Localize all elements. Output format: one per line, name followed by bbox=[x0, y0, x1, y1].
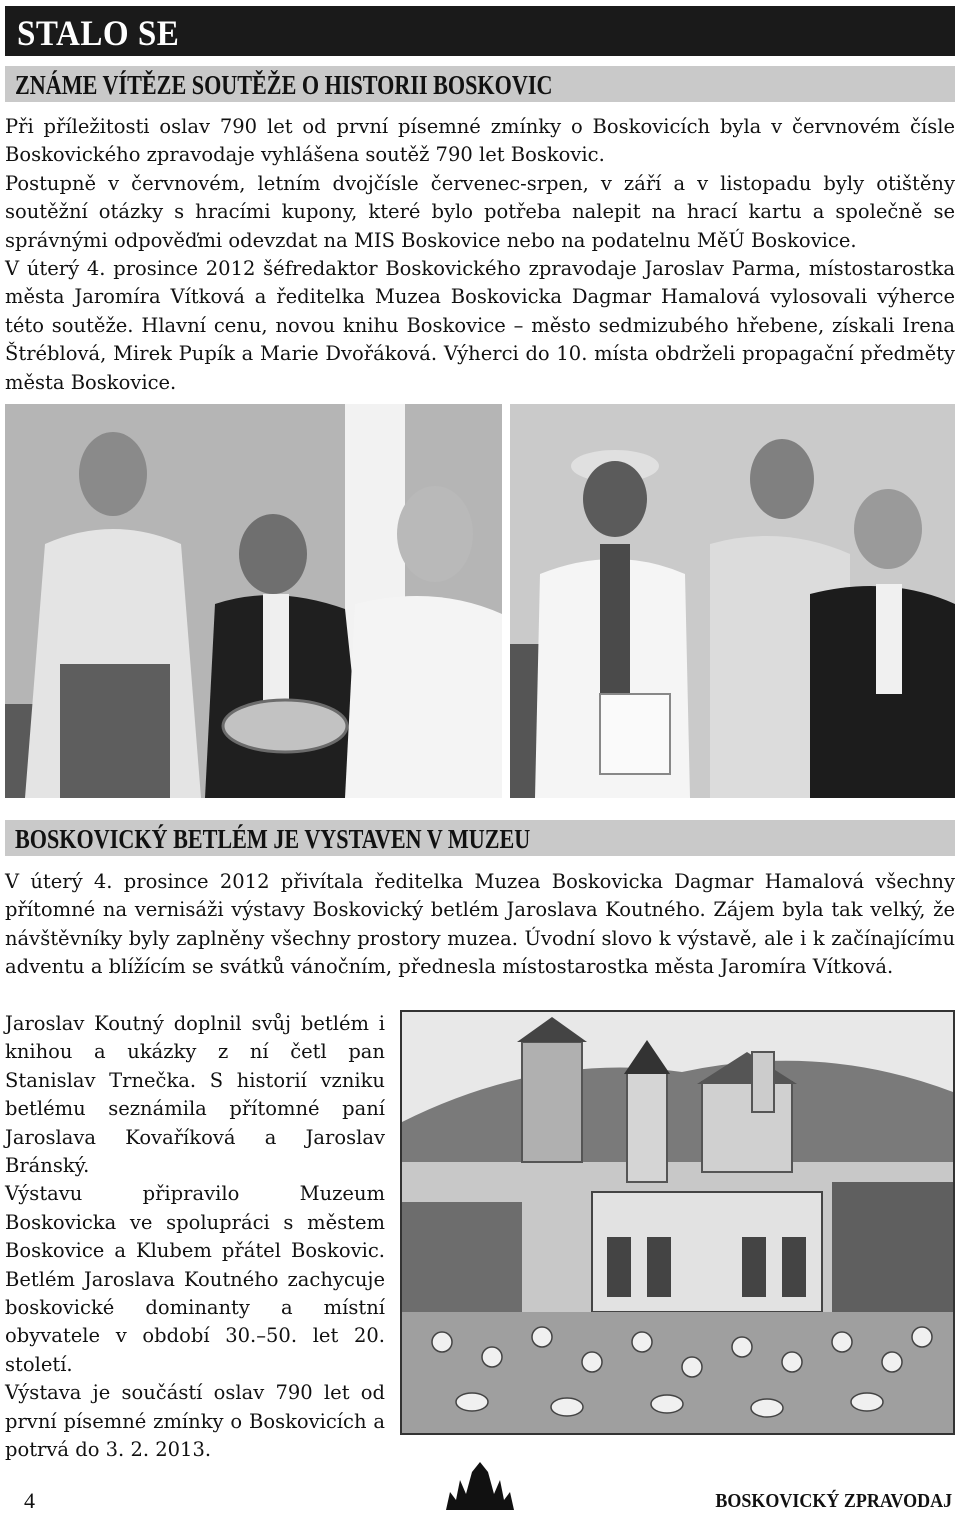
article2-column-paragraph: Výstava je součástí oslav 790 let od první písemné zmínky o Boskovicích a potrvá do 3. 2. 2013. bbox=[5, 1381, 385, 1462]
section-header-bar bbox=[5, 6, 955, 56]
article1-headline-bar bbox=[5, 66, 955, 102]
section-title: STALO SE bbox=[17, 13, 180, 53]
article1-paragraph: Postupně v červnovém, letním dvojčísle červenec-srpen, v září a v listopadu byly otištěny soutěžní otázky s hracími kupony, které bylo potřeba nalepit na hrací kartu a společně se správnými odpověďmi odevzdat na MIS Boskovice nebo na podatelnu MěÚ Boskovice. bbox=[5, 171, 955, 252]
photo-nativity-scene bbox=[400, 1010, 955, 1435]
article2-headline: BOSKOVICKÝ BETLÉM JE VYSTAVEN V MUZEU bbox=[15, 824, 531, 854]
article2-intro-paragraph: V úterý 4. prosince 2012 přivítala ředitelka Muzea Boskovicka Dagmar Hamalová všechny přítomné na vernisáži výstavy Boskovický betlém Jaroslava Koutného. Zájem byla tak velký, že návštěvníky byly zaplněny všechny prostory muzea. Úvodní slovo k výstavě, ale i k začínajícímu adventu a blížícím se svátků vánočním, přednesla místostarostka města Jaromíra Vítková. bbox=[5, 870, 955, 979]
article1-body bbox=[5, 113, 955, 397]
page-number: 4 bbox=[24, 1488, 35, 1513]
crown-logo-icon bbox=[446, 1462, 514, 1510]
article2-intro bbox=[5, 868, 955, 982]
article1-paragraph: Při příležitosti oslav 790 let od první písemné zmínky o Boskovicích byla v červnovém čísle Boskovického zpravodaje vyhlášena soutěž 790 let Boskovic. bbox=[5, 115, 955, 167]
photo-prize-winners bbox=[510, 404, 955, 798]
publication-title: BOSKOVICKÝ ZPRAVODAJ bbox=[715, 1490, 952, 1512]
article2-column-paragraph: Výstavu připravilo Muzeum Boskovicka ve spolupráci s městem Boskovice a Klubem přátel Boskovic. Betlém Jaroslava Koutného zachycuje boskovické dominanty a místní obyvatele v období 30.–50. let 20. století. bbox=[5, 1182, 385, 1376]
article1-headline: ZNÁME VÍTĚZE SOUTĚŽE O HISTORII BOSKOVIC bbox=[15, 70, 553, 100]
article2-headline-bar bbox=[5, 820, 955, 856]
article1-paragraph: V úterý 4. prosince 2012 šéfredaktor Boskovického zpravodaje Jaroslav Parma, místostarostka města Jaromíra Vítková a ředitelka Muzea Boskovicka Dagmar Hamalová vylosovali výherce této soutěže. Hlavní cenu, novou knihu Boskovice – město sedmizubého hřebene, získali Irena Štréblová, Mirek Pupík a Marie Dvořáková. Výherci do 10. místa obdrželi propagační předměty města Boskovice. bbox=[5, 257, 955, 394]
article2-column bbox=[5, 1010, 385, 1465]
photo-draw-winners bbox=[5, 404, 502, 798]
article2-column-paragraph: Jaroslav Koutný doplnil svůj betlém i knihou a ukázky z ní četl pan Stanislav Trnečka. S historií vzniku betlému seznámila přítomné paní Jaroslava Kovaříková a Jaroslav Bránský. bbox=[5, 1012, 385, 1178]
